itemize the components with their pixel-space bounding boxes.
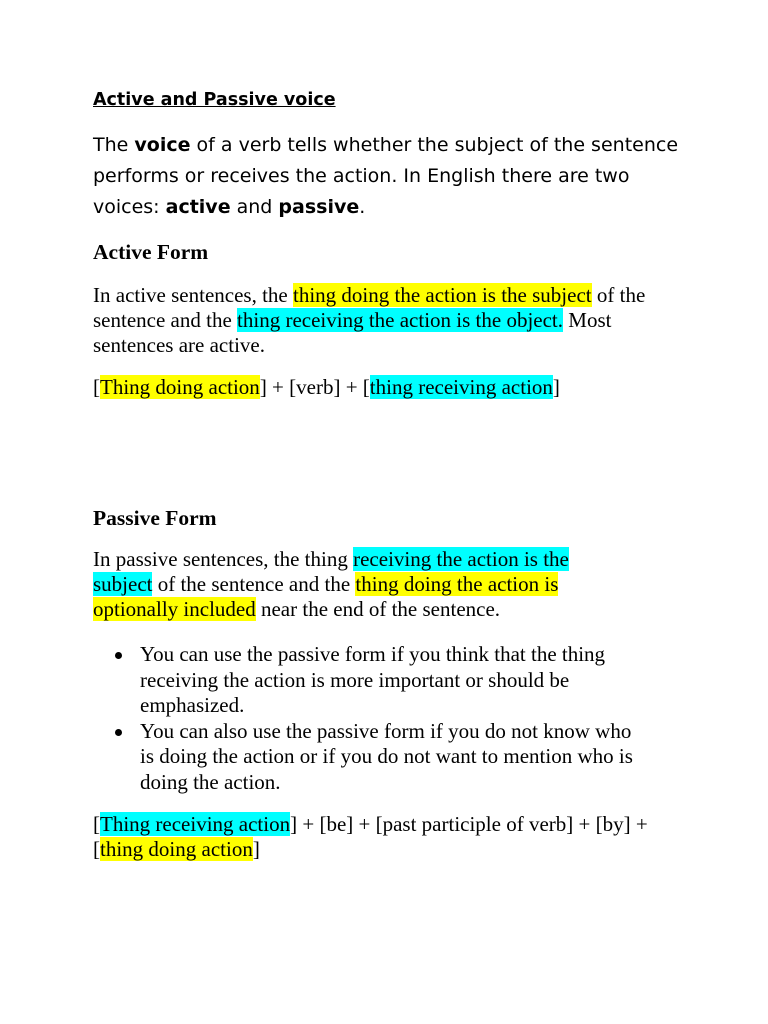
passive-form-heading: Passive Form [93,506,217,530]
list-item [93,719,633,796]
intro-paragraph [93,130,693,223]
highlight-subject: thing doing the action is the subject [293,283,592,307]
active-text: In active sentences, the [93,283,293,307]
passive-section [93,506,217,531]
highlight-object: thing receiving the action is the object. [237,308,564,332]
intro-text: . [359,196,366,218]
bullet-icon [115,652,122,659]
active-section [93,240,208,265]
intro-text: The [93,134,135,156]
formula-receiver: Thing receiving action [100,812,291,836]
bullet-icon [115,729,122,736]
intro-text: of a verb tells whether the subject of the sentence performs or receives the action. In English there are two voices: [93,134,679,218]
formula-middle: ] + [be] + [past participle of verb] + [by] + [ [93,812,648,861]
passive-formula [93,812,653,862]
list-item-text: You can also use the passive form if you do not know who is doing the action or if you do not want to mention who is doing the action. [140,718,633,794]
passive-text: near the end of the sentence. [255,597,501,621]
formula-bracket: ] [552,375,560,399]
term-active: active [165,196,231,218]
formula-receiver: thing receiving action [369,375,553,399]
bullet-list [93,642,633,795]
intro-text: and [230,196,279,218]
document-title: Active and Passive voice [93,90,336,110]
highlight-doer: thing doing the action is optionally included [93,572,559,621]
passive-paragraph [93,547,633,622]
active-formula [93,375,683,400]
list-item [93,642,633,719]
term-passive: passive [278,196,360,218]
active-form-heading: Active Form [93,240,209,264]
passive-text: In passive sentences, the thing [93,547,354,571]
formula-bracket: [ [93,812,100,836]
term-voice: voice [134,134,191,156]
formula-doer: Thing doing action [100,375,260,399]
active-text: of the sentence and the [93,283,646,332]
active-text: Most sentences are active. [93,308,612,357]
formula-bracket: ] [252,837,260,861]
list-item-text: You can use the passive form if you think that the thing receiving the action is more important or should be emphasized. [140,642,606,717]
formula-doer: thing doing action [100,837,253,861]
passive-text: of the sentence and the [152,572,356,596]
highlight-subject: receiving the action is the subject [93,547,569,596]
formula-bracket: [ [93,375,100,399]
formula-middle: ] + [verb] + [ [259,375,370,399]
active-paragraph [93,283,683,358]
